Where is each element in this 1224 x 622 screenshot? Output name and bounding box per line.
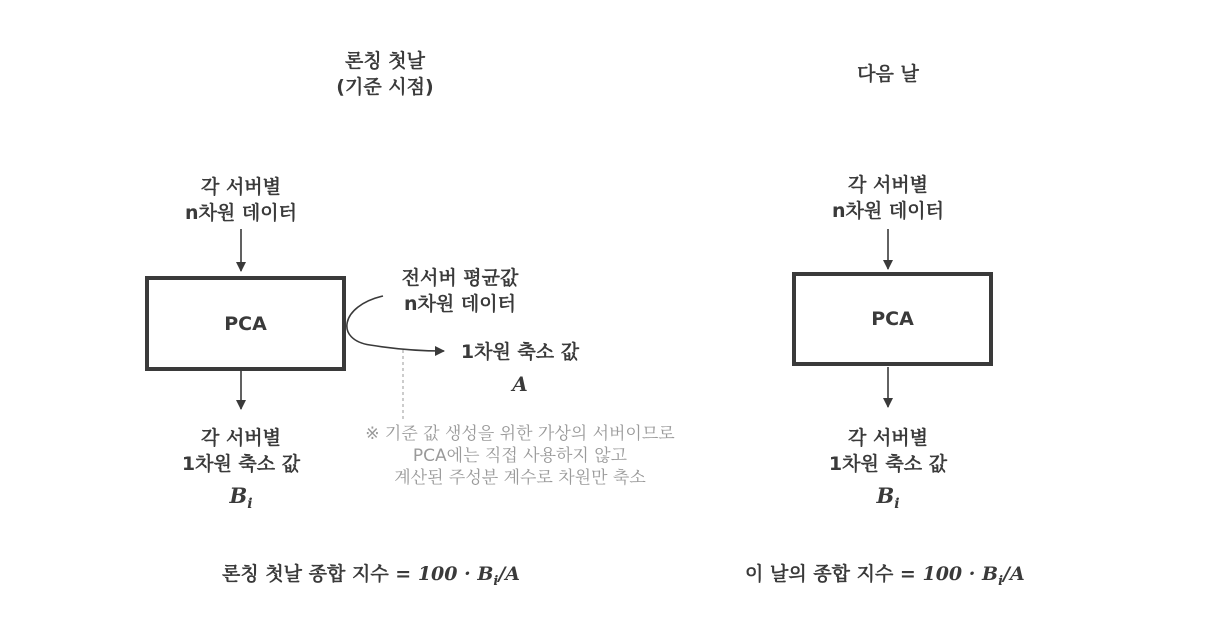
left-pca-box <box>145 276 346 371</box>
left-header <box>240 48 530 100</box>
left-output-symbol <box>141 483 341 517</box>
note-line3: 계산된 주성분 계수로 차원만 축소 <box>394 468 646 488</box>
side-input-line2: n차원 데이터 <box>404 293 516 315</box>
right-output-symbol <box>788 483 988 517</box>
left-note <box>330 423 710 489</box>
right-pca-box <box>792 272 993 366</box>
right-output-line1: 각 서버별 <box>847 427 929 449</box>
left-output-line2: 1차원 축소 값 <box>181 453 301 475</box>
left-output-line1: 각 서버별 <box>200 427 282 449</box>
left-input-label <box>141 174 341 226</box>
left-output-symbol-base: B <box>229 483 248 508</box>
left-formula-sub: i <box>493 573 499 589</box>
note-line2: PCA에는 직접 사용하지 않고 <box>412 446 628 466</box>
left-formula-math: 100 · B <box>417 563 494 585</box>
right-input-line1: 각 서버별 <box>847 174 929 196</box>
side-output-symbol: A <box>512 372 528 396</box>
note-line1: ※ 기준 값 생성을 위한 가상의 서버이므로 <box>365 424 675 444</box>
side-output-label <box>445 339 595 397</box>
right-formula-sub: i <box>998 573 1004 589</box>
left-header-line2: (기준 시점) <box>336 76 434 98</box>
side-input-line1: 전서버 평균값 <box>401 267 519 289</box>
left-output-label <box>141 425 341 517</box>
right-header: 다음 날 <box>857 63 919 85</box>
left-formula-text: 론칭 첫날 종합 지수 = <box>222 563 418 585</box>
right-output-symbol-sub: i <box>894 496 900 513</box>
right-output-line2: 1차원 축소 값 <box>828 453 948 475</box>
right-formula-text: 이 날의 종합 지수 = <box>745 563 923 585</box>
side-input-label <box>380 265 540 317</box>
right-output-label <box>788 425 988 517</box>
left-formula-tail: /A <box>498 563 521 585</box>
right-pca-label: PCA <box>871 308 914 330</box>
left-pca-label: PCA <box>224 312 267 335</box>
right-formula <box>745 561 1085 595</box>
side-output-line1: 1차원 축소 값 <box>460 341 580 363</box>
right-formula-tail: /A <box>1003 563 1025 585</box>
right-input-line2: n차원 데이터 <box>832 200 944 222</box>
left-header-line1: 론칭 첫날 <box>344 50 426 72</box>
right-formula-math: 100 · B <box>922 563 999 585</box>
right-output-symbol-base: B <box>876 483 895 508</box>
left-output-symbol-sub: i <box>247 496 253 513</box>
right-input-label <box>788 172 988 224</box>
left-formula <box>222 561 562 595</box>
left-input-line2: n차원 데이터 <box>185 202 297 224</box>
left-input-line1: 각 서버별 <box>200 176 282 198</box>
